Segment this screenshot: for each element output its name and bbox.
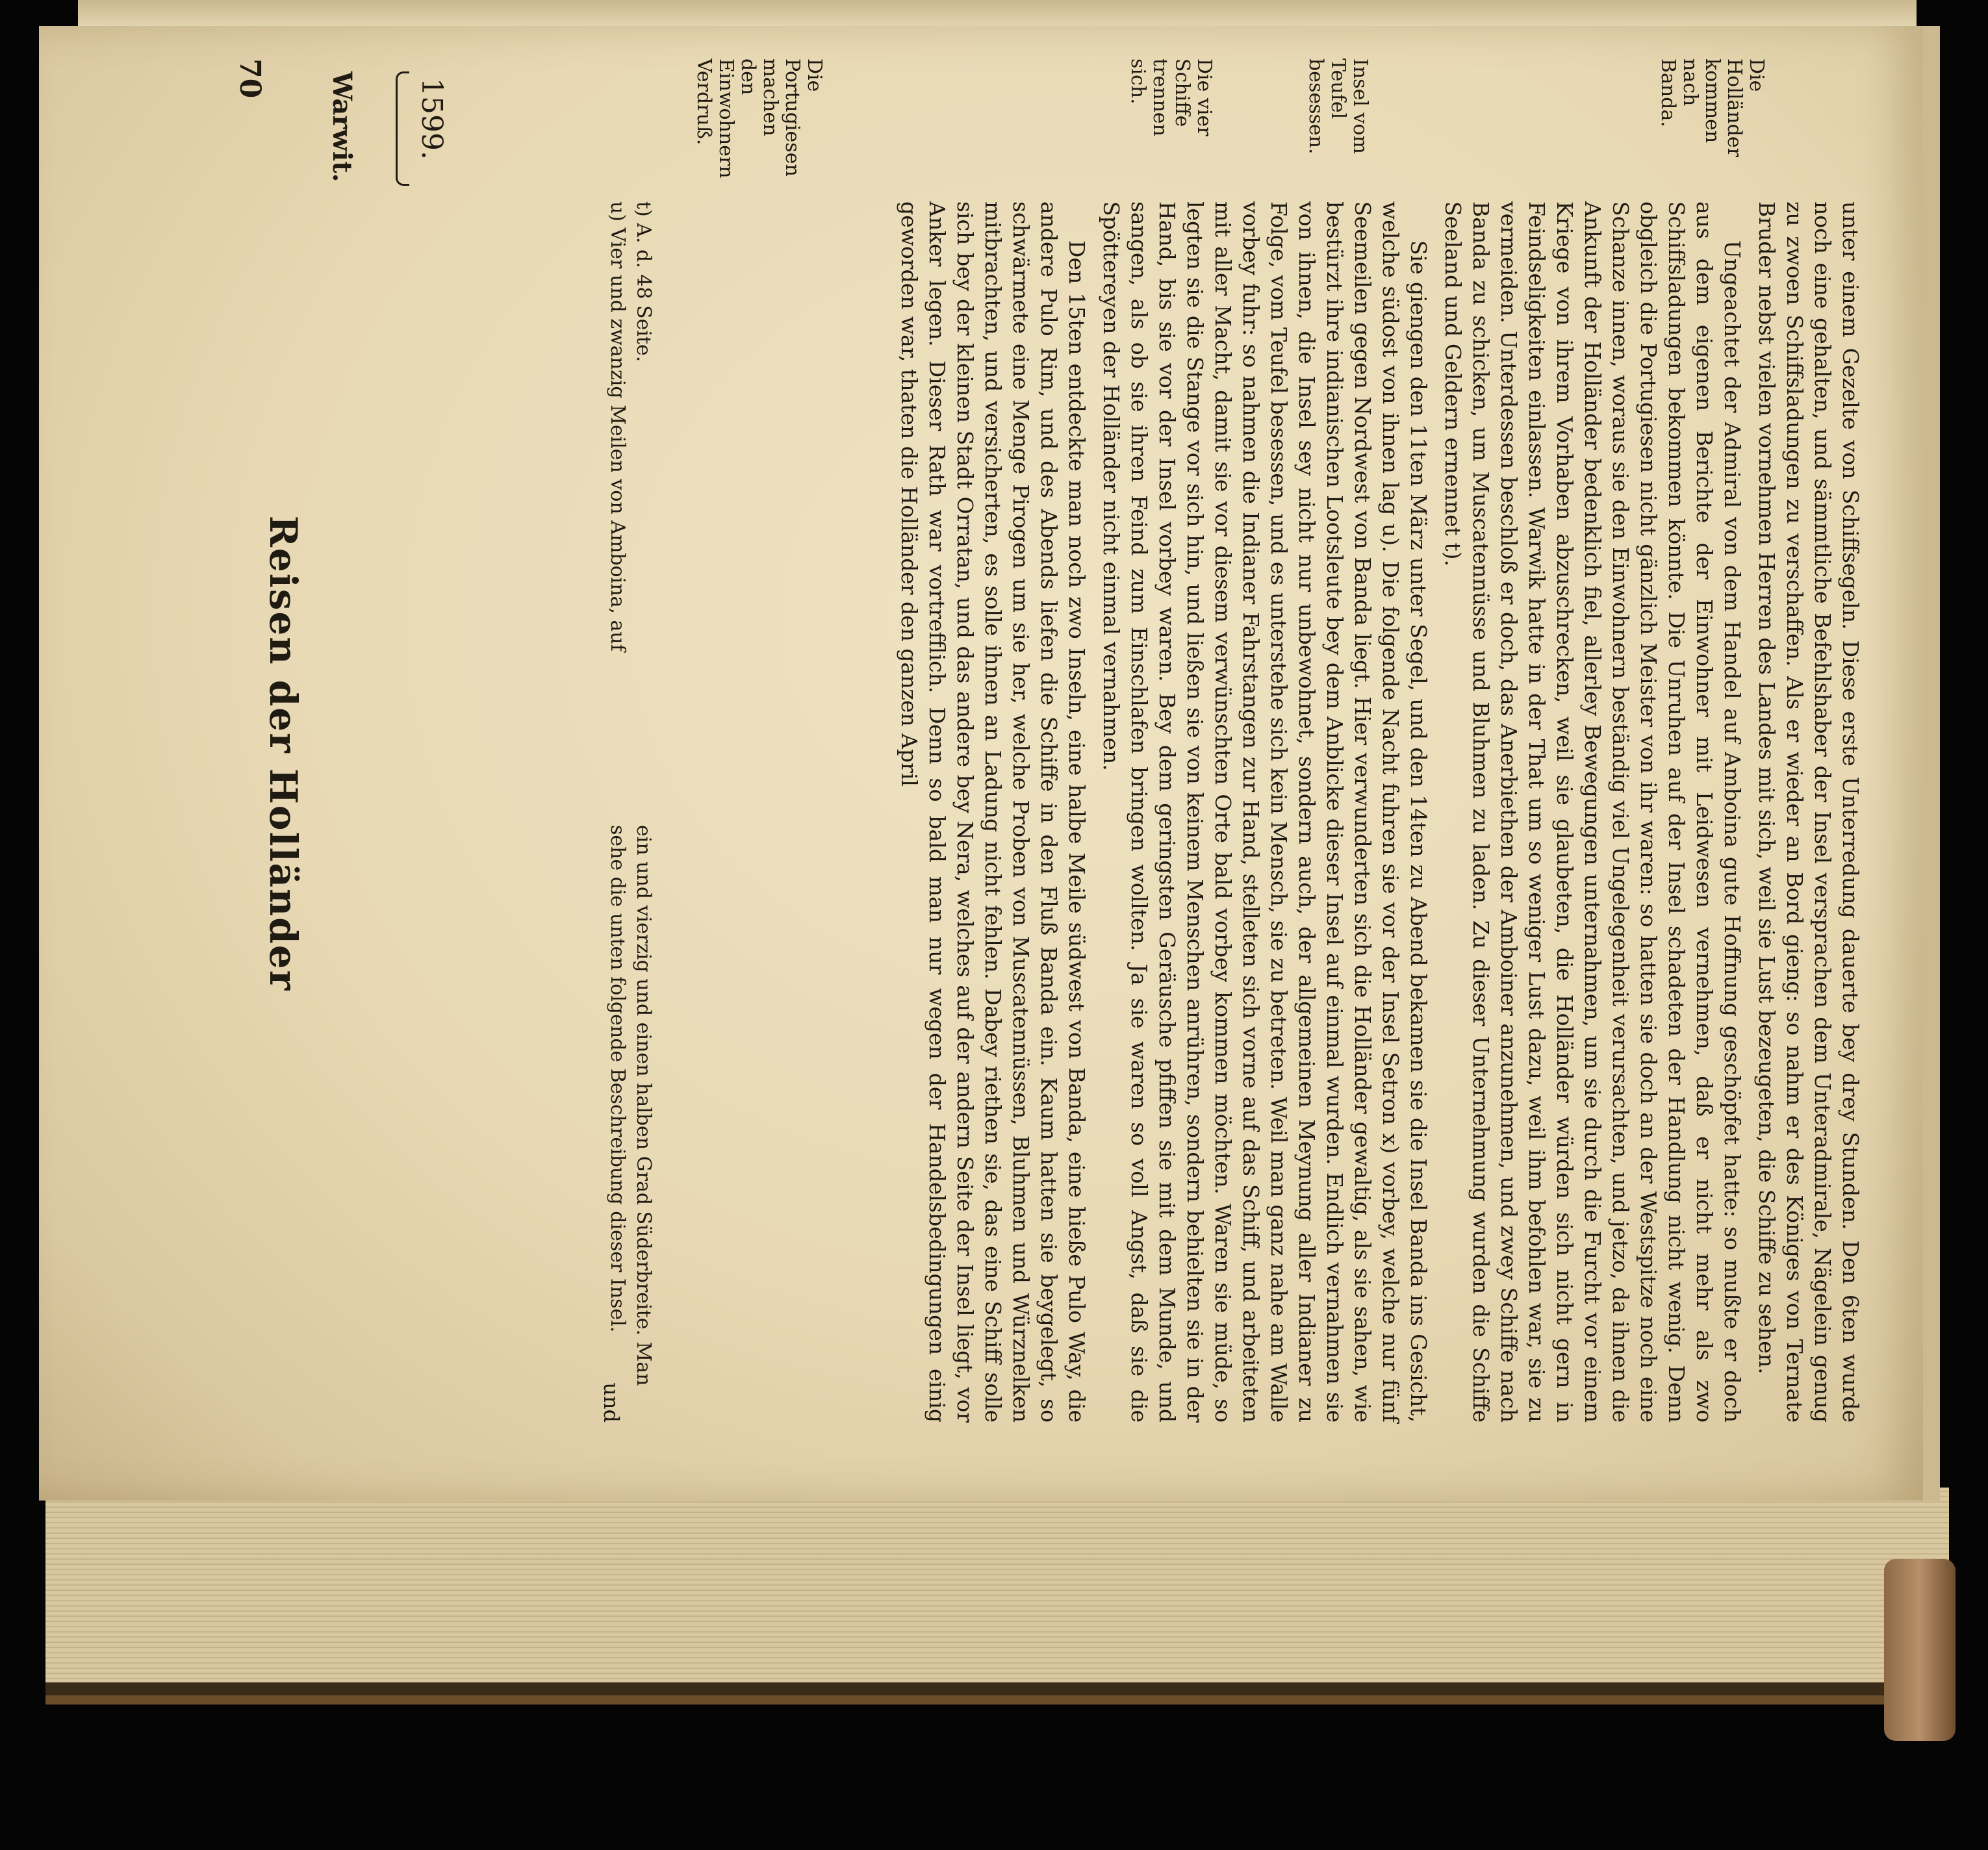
page-number: 70 (233, 58, 266, 99)
margin-note-banda: Die Holländer kommen nach Banda. (1657, 58, 1768, 157)
year-brace (396, 71, 409, 186)
page-edges (45, 1488, 1949, 1682)
footnote-u: u) Vier und zwanzig Meilen von Amboina, auf (606, 201, 629, 652)
margin-note-ships: Die vier Schiffe trennen sich. (1127, 58, 1216, 136)
margin-name: Warwit. (327, 71, 357, 183)
footnote-u-continued: ein und vierzig und einen halben Grad Süderbreite. Man sehe die unten folgende Beschreibung dieser Insel. (606, 825, 655, 1386)
rotated-page-content (233, 58, 1865, 1423)
margin-year: 1599. (415, 78, 448, 160)
paragraph-4: Den 15ten entdeckte man noch zwo Inseln, eine halbe Meile südwest von Banda, eine hieße Pulo Way, die andere Pulo Rim, und des Abends liefen die Schiffe in den Fluß Banda ein. Kaum hatten sie beygelegt, so schwärmete eine Menge Pirogen um sie her, welche Proben von Muscatennüssen, Bluhmen und Würznelken mitbrachten, und versicherten, es solle ihnen an Ladung nicht fehlen. Dabey riethen sie, das eine Schiff solle sich bey der kleinen Stadt Orratan, und das andere bey Nera, welches auf der andern Seite der Insel liegt, vor Anker legen. Dieser Rath war vortrefflich. Denn so bald man nur wegen der Handelsbedingungen einig geworden war, thaten die Holländer den ganzen April (897, 201, 1090, 1423)
previous-page-edge (78, 0, 1917, 29)
paragraph-2: Ungeachtet der Admiral von dem Handel auf Amboina gute Hoffnung geschöpfet hatte: so mußte er doch aus dem eigenen Berichte der Einwohner mit Leidwesen vernehmen, daß er nicht mehr als zwo Schiffsladungen bekommen könnte. Die Unruhen auf der Insel schadeten der Handlung nicht wenig. Denn obgleich die Portugiesen nicht gänzlich Meister von ihr waren: so hatten sie doch an der Westspitze noch eine Schanze innen, woraus sie den Einwohnern beständig viel Ungelegenheit verursachten, und jetzo, da ihnen die Ankunft der Holländer bedenklich fiel, allerley Bewegungen unternahmen, um sie durch die Furcht vor einem Kriege von ihrem Vorhaben abzuschrecken, weil sie glaubeten, die Holländer würden sich nicht gern in Feindseligkeiten einlassen. Warwik hatte in der That um so weniger Lust dazu, weil ihm befohlen war, sie zu vermeiden. Unterdessen beschloß er doch, das Anerbiethen der Amboiner anzunehmen, und zwey Schiffe nach Banda zu schicken, um Muscatennüsse und Bluhmen zu laden. Zu dieser Unternehmung wurden die Schiffe Seeland und Geldern ernennet t). (1440, 201, 1745, 1423)
paragraph-3: Sie giengen den 11ten März unter Segel, und den 14ten zu Abend bekamen sie die Insel Banda ins Gesicht, welche südost von ihnen lag u). Die folgende Nacht fuhren sie vor der Insel Setron x) vorbey, welche nur fünf Seemeilen gegen Nordwest von Banda liegt. Hier verwunderten sich die Holländer gewaltig, als sie sahen, wie bestürzt ihre indianischen Lootsleute bey dem Anblicke dieser Insel auf einmal wurden. Endlich vernahmen sie von ihnen, die Insel sey nicht nur unbewohnet, sondern auch, der allgemeinen Meynung aller Indianer zu Folge, vom Teufel besessen, und es unterstehe sich kein Mensch, sie zu betreten. Weil man ganz nahe am Walle vorbey fuhr: so nahmen die Indianer Fahrstangen zur Hand, stelleten sich vorne auf das Schiff, und arbeiteten mit aller Macht, damit sie vor diesem verwünschten Orte bald vorbey kommen möchten. Waren sie müde, so legten sie die Stange vor sich hin, und ließen sie von keinem Menschen anrühren, sondern behielten sie in der Hand, bis sie vor der Insel vorbey waren. Bey dem geringsten Geräusche pfiffen sie mit dem Munde, und sangen, als ob sie ihren Feind zum Einschlafen bringen wollten. Ja sie waren so voll Angst, daß sie die Spöttereyen der Holländer nicht einmal vernahmen. (1099, 201, 1431, 1423)
footnote-t: t) A. d. 48 Seite. (632, 201, 655, 362)
body-text (889, 201, 1865, 1423)
catchword: und (599, 1382, 624, 1423)
book-binding (1884, 1559, 1956, 1741)
margin-note-portuguese: Die Portugiesen machen den Einwohnern Verdruß. (693, 58, 826, 179)
margin-note-island: Insel vom Teufel besessen. (1305, 58, 1371, 155)
running-head: Reisen der Holländer (261, 515, 305, 992)
paragraph-1: unter einem Gezelte von Schiffsegeln. Diese erste Unterredung dauerte bey drey Stunden. Den 6ten wurde noch eine gehalten, und sämmtliche Befehlshaber der Insel versprachen dem Unteradmirale, Nägelein genug zu zwoen Schiffsladungen zu verschaffen. Als er wieder an Bord gieng: so nahm er des Königes von Ternate Bruder nebst vielen vornehmen Herren des Landes mit sich, weil sie Lust bezeugeten, die Schiffe zu sehen. (1754, 201, 1863, 1423)
